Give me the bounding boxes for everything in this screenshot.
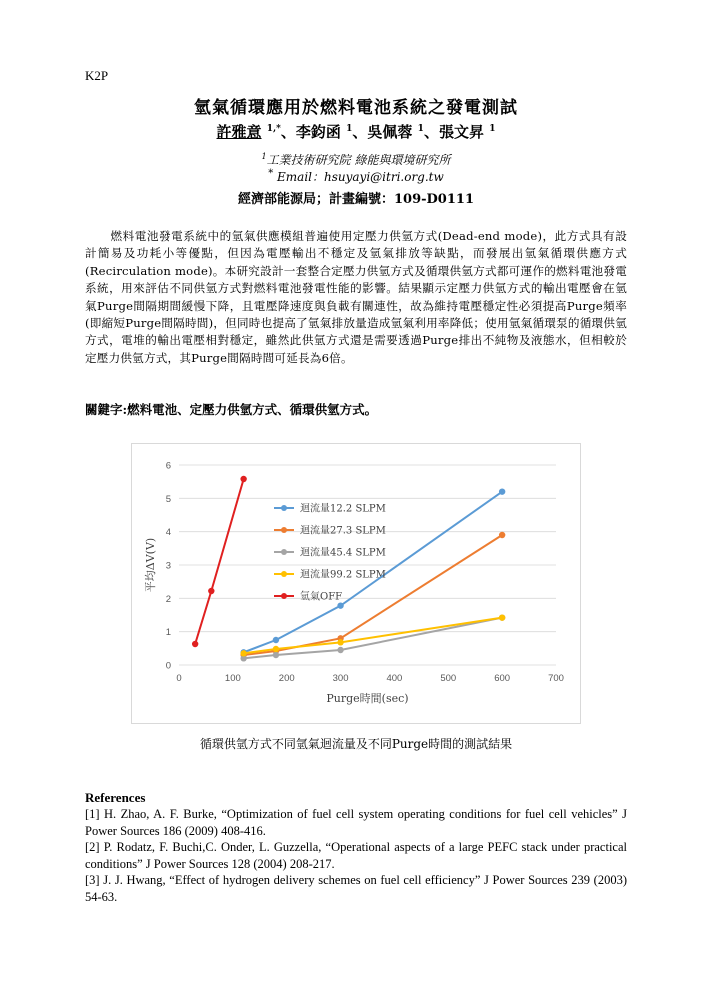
y-tick-label: 5: [165, 493, 171, 505]
legend-swatch-marker: [281, 571, 287, 577]
legend-label: 迴流量27.3 SLPM: [300, 525, 386, 537]
data-point: [337, 647, 343, 653]
author-name: 張文昇: [438, 123, 484, 141]
abstract: 燃料電池發電系統中的氫氣供應模組普遍使用定壓力供氫方式(Dead-end mode)，此方式具有設計簡易及功耗小等優點，但因為電壓輸出不穩定及氫氣排放等缺點，而發展出氫氣循環供應方式(Recirculation mode)。本研究設計一套整合定壓力供氫方式及循環供氫方式都可運作的燃料電池發電系統，用來評估不同供氫方式對燃料電池發電性能的影響。結果顯示定壓力供氫方式的輸出電壓會在氫氣Purge間隔期間緩慢下降，且電壓降速度與負載有關連性，故為維持電壓穩定性必須提高Purge頻率(即縮短Purge間隔時間)，但同時也提高了氫氣排放量造成氫氣利用率降低；使用氫氣循環泵的循環供氫方式，電堆的輸出電壓相對穩定，雖然此供氫方式還是需要透過Purge排出不純物及液態水，但相較於定壓力供氫方式，其Purge間隔時間可延長為6倍。: [85, 229, 627, 365]
author-separator: 、: [423, 123, 439, 141]
email-line: [0, 168, 712, 185]
affiliation: [0, 151, 712, 168]
x-tick-label: 0: [176, 673, 182, 684]
page-code: K2P: [85, 68, 109, 83]
x-tick-label: 100: [224, 673, 241, 684]
author-separator: 、: [352, 123, 368, 141]
legend-label: 迴流量99.2 SLPM: [300, 569, 386, 581]
author-sup: 1: [489, 124, 496, 134]
email-sup: *: [268, 168, 274, 179]
keywords: 關鍵字:燃料電池、定壓力供氫方式、循環供氫方式。: [85, 402, 378, 417]
data-point: [499, 614, 505, 620]
legend-label: 氫氣OFF: [300, 591, 343, 603]
y-tick-label: 1: [165, 627, 171, 639]
first-author: 許雅意: [216, 123, 262, 141]
author-sup: 1: [346, 124, 353, 134]
data-point: [273, 637, 279, 643]
data-point: [337, 602, 343, 608]
references-list: [85, 806, 627, 905]
chart-svg: [132, 444, 580, 723]
series-line: [195, 479, 243, 644]
author-separator: 、: [280, 123, 296, 141]
legend-swatch-marker: [281, 593, 287, 599]
chart: [131, 443, 581, 724]
affiliation-text: 工業技術研究院 綠能與環境研究所: [266, 153, 451, 167]
y-tick-label: 3: [165, 560, 171, 572]
paper-title: 氫氣循環應用於燃料電池系統之發電測試: [194, 98, 518, 118]
reference-item: [2] P. Rodatz, F. Buchi,C. Onder, L. Guzzella, “Operational aspects of a large PEFC stack under practical conditions” J Power Sources 128 (2004) 208-217.: [85, 840, 627, 871]
data-point: [240, 476, 246, 482]
x-tick-label: 200: [278, 673, 295, 684]
x-tick-label: 700: [548, 673, 564, 684]
data-point: [273, 646, 279, 652]
x-tick-label: 400: [386, 673, 403, 684]
legend-swatch-marker: [281, 527, 287, 533]
affiliation-sup: 1: [261, 152, 267, 161]
legend-label: 迴流量12.2 SLPM: [300, 503, 386, 515]
figure-caption: 循環供氫方式不同氫氣迴流量及不同Purge時間的測試結果: [199, 737, 513, 751]
data-point: [337, 639, 343, 645]
data-point: [208, 588, 214, 594]
author-name: 李鈞函: [295, 123, 341, 141]
reference-item: [1] H. Zhao, A. F. Burke, “Optimization of fuel cell system operating conditions for fuel cell vehicles” J Power Sources 186 (2009) 408-416.: [85, 807, 627, 838]
x-tick-label: 300: [332, 673, 349, 684]
y-tick-label: 0: [165, 660, 171, 672]
legend-swatch-marker: [281, 505, 287, 511]
email-text: Email：hsuyayi@itri.org.tw: [277, 170, 444, 184]
x-tick-label: 500: [440, 673, 457, 684]
data-point: [240, 650, 246, 656]
legend-swatch-marker: [281, 549, 287, 555]
data-point: [499, 488, 505, 494]
y-tick-label: 2: [165, 593, 171, 605]
y-axis-title: 平均ΔV(V): [144, 537, 157, 593]
author-sup: 1: [417, 124, 424, 134]
reference-item: [3] J. J. Hwang, “Effect of hydrogen delivery schemes on fuel cell efficiency” J Power Sources 239 (2003) 54-63.: [85, 873, 627, 904]
legend-label: 迴流量45.4 SLPM: [300, 547, 386, 559]
data-point: [273, 652, 279, 658]
x-tick-label: 600: [494, 673, 511, 684]
references-heading: References: [85, 790, 146, 805]
author-name: 吳佩蓉: [367, 123, 413, 141]
author-line: [0, 121, 712, 142]
first-author-sup: 1,*: [266, 124, 281, 134]
y-tick-label: 4: [165, 527, 171, 539]
data-point: [192, 641, 198, 647]
y-tick-label: 6: [165, 460, 171, 472]
data-point: [499, 532, 505, 538]
grant-line: 經濟部能源局；計畫編號：109-D0111: [238, 192, 474, 207]
x-axis-title: Purge時間(sec): [326, 692, 409, 705]
